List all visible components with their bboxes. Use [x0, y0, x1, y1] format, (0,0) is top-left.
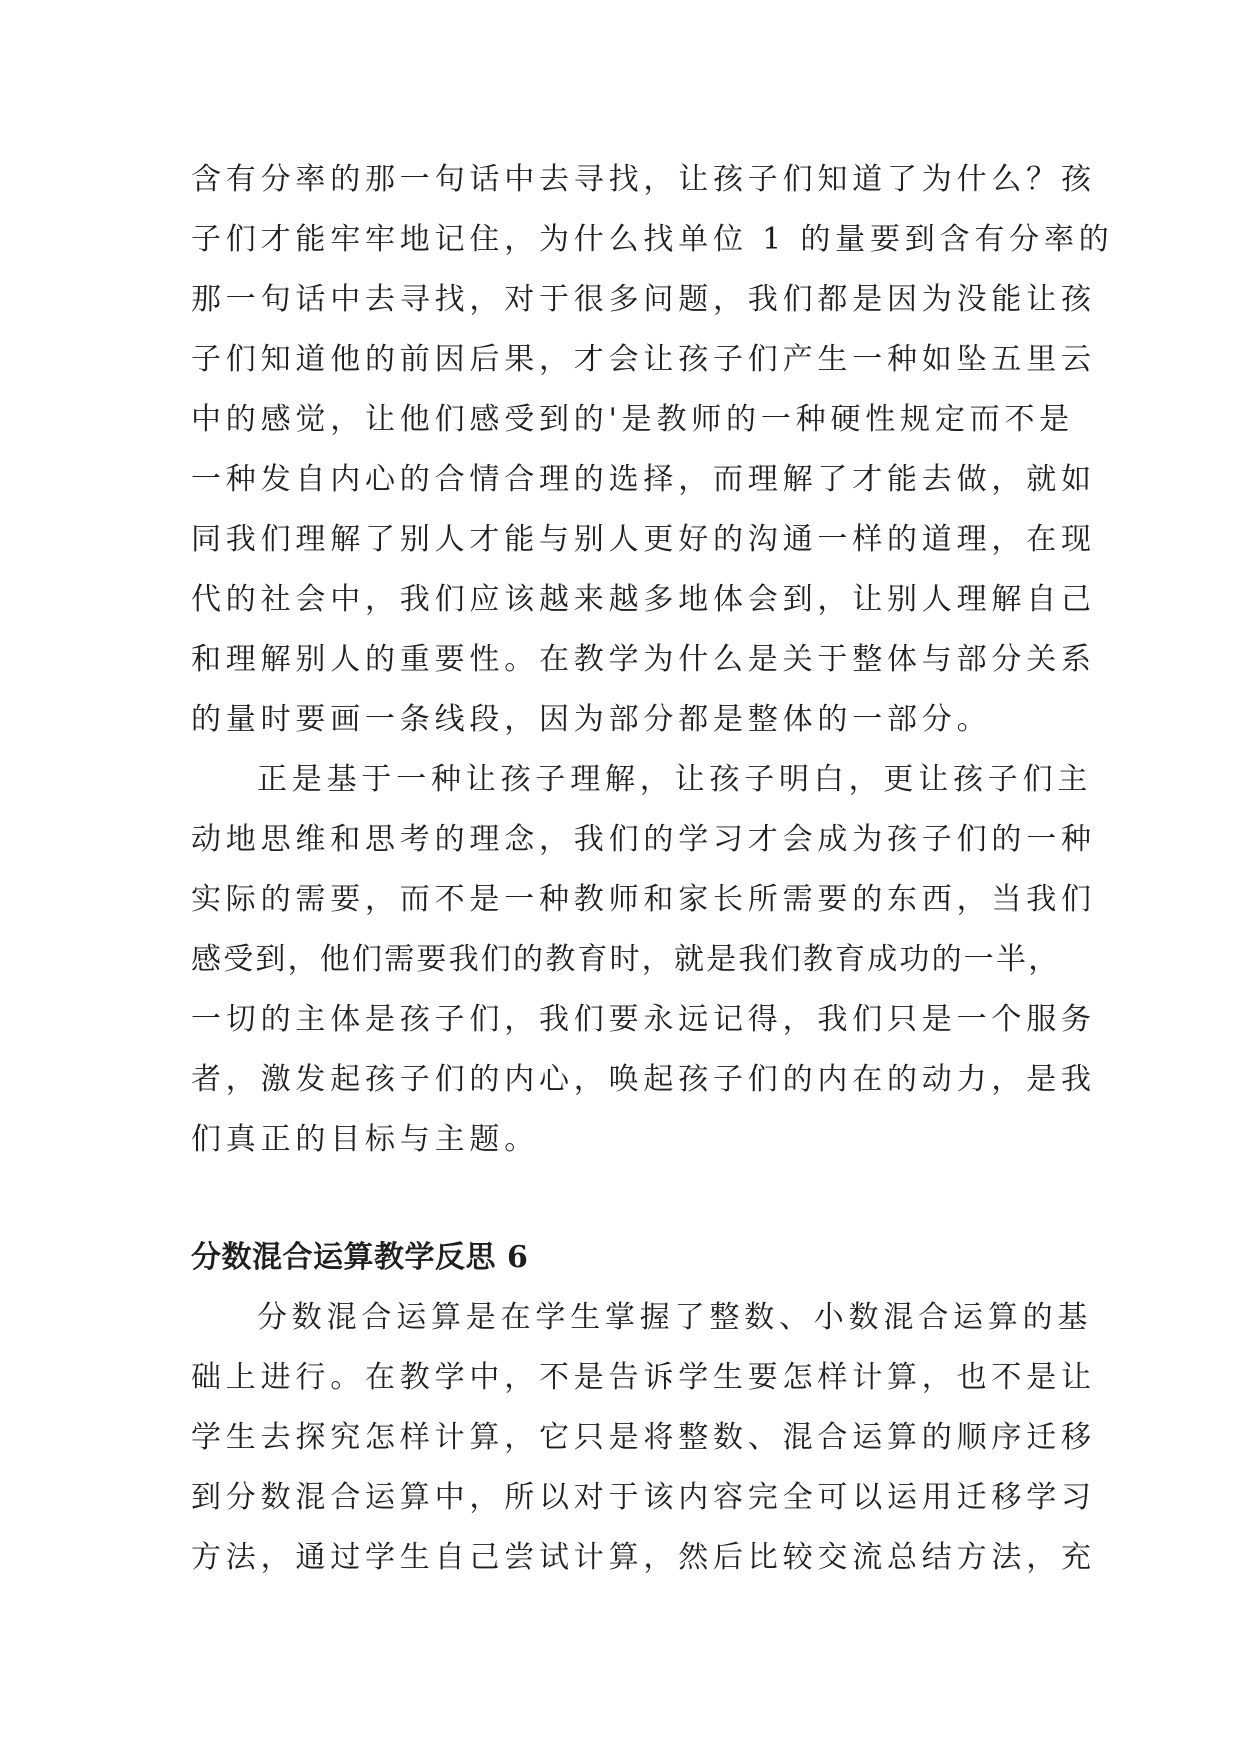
- text-line: 者，激发起孩子们的内心，唤起孩子们的内在的动力，是我: [191, 1062, 1096, 1097]
- section-heading: 分数混合运算教学反思 6: [191, 1240, 529, 1275]
- text-line: 那一句话中去寻找，对于很多问题，我们都是因为没能让孩: [191, 282, 1096, 317]
- text-line: 实际的需要，而不是一种教师和家长所需要的东西，当我们: [191, 882, 1096, 917]
- text-line: 的量时要画一条线段，因为部分都是整体的一部分。: [191, 702, 992, 737]
- text-line: 学生去探究怎样计算，它只是将整数、混合运算的顺序迁移: [191, 1420, 1096, 1455]
- text-line: 正是基于一种让孩子理解，让孩子明白，更让孩子们主: [257, 762, 1093, 797]
- text-line: 础上进行。在教学中，不是告诉学生要怎样计算，也不是让: [191, 1360, 1096, 1395]
- section-spacer: [191, 1170, 1055, 1228]
- text-line: 一种发自内心的合情合理的选择，而理解了才能去做，就如: [191, 462, 1096, 497]
- paragraph-body: [191, 1288, 1096, 1588]
- text-line: 方法，通过学生自己尝试计算，然后比较交流总结方法，充: [191, 1540, 1096, 1575]
- text-line: 中的感觉，让他们感受到的'是教师的一种硬性规定而不是: [191, 402, 1075, 437]
- text-line: 同我们理解了别人才能与别人更好的沟通一样的道理，在现: [191, 522, 1096, 557]
- text-line: 分数混合运算是在学生掌握了整数、小数混合运算的基: [257, 1300, 1093, 1335]
- text-line: 感受到，他们需要我们的教育时，就是我们教育成功的一半，: [191, 942, 1061, 977]
- paragraph-continuation: [191, 150, 1114, 750]
- text-line: 动地思维和思考的理念，我们的学习才会成为孩子们的一种: [191, 822, 1096, 857]
- text-line: 代的社会中，我们应该越来越多地体会到，让别人理解自己: [191, 582, 1096, 617]
- text-line: 和理解别人的重要性。在教学为什么是关于整体与部分关系: [191, 642, 1096, 677]
- paragraph-summary: [191, 750, 1096, 1170]
- text-line: 一切的主体是孩子们，我们要永远记得，我们只是一个服务: [191, 1002, 1096, 1037]
- text-line: 们真正的目标与主题。: [191, 1122, 539, 1157]
- text-line: 子们知道他的前因后果，才会让孩子们产生一种如坠五里云: [191, 342, 1096, 377]
- text-line: 含有分率的那一句话中去寻找，让孩子们知道了为什么？孩: [191, 162, 1096, 197]
- document-body: [191, 150, 1114, 1588]
- text-line: 子们才能牢牢地记住，为什么找单位 1 的量要到含有分率的: [191, 222, 1114, 257]
- text-line: 到分数混合运算中，所以对于该内容完全可以运用迁移学习: [191, 1480, 1096, 1515]
